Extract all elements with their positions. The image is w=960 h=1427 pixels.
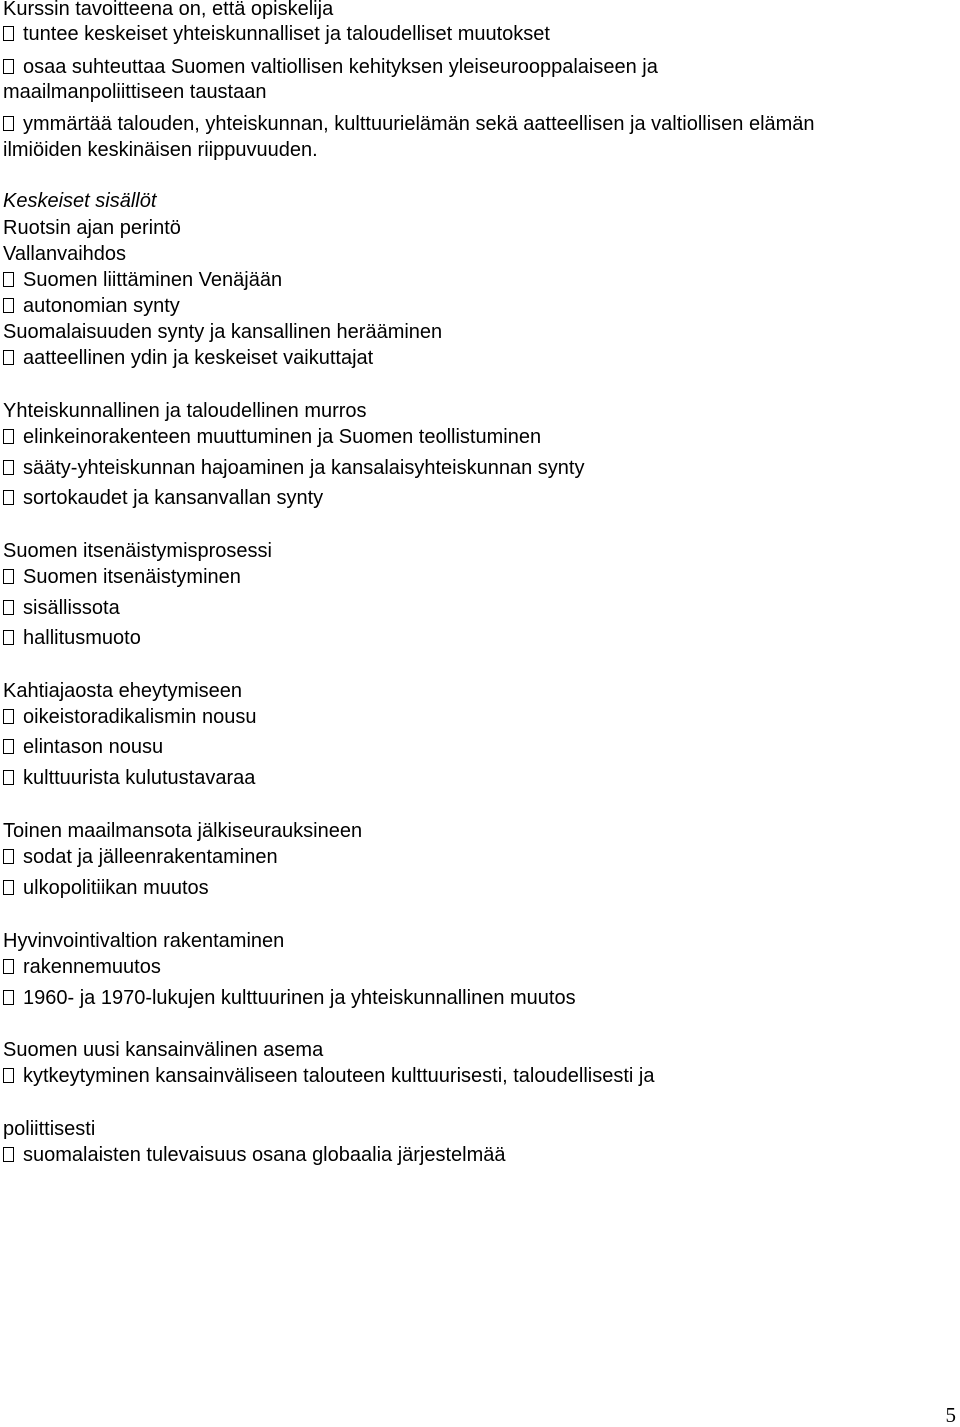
goal-item-text: osaa suhteuttaa Suomen valtiollisen kehityksen yleiseurooppalaiseen ja: [23, 56, 658, 78]
list-item: [3, 766, 255, 790]
bullet-box-icon: [3, 1147, 14, 1162]
bullet-box-icon: [3, 460, 14, 475]
list-item-text: suomalaisten tulevaisuus osana globaalia järjestelmää: [23, 1144, 506, 1166]
section-title: Ruotsin ajan perintö: [3, 217, 181, 239]
bullet-box-icon: [3, 298, 14, 313]
section-title: Toinen maailmansota jälkiseurauksineen: [3, 820, 363, 842]
section-title: Suomalaisuuden synty ja kansallinen herääminen: [3, 321, 443, 343]
list-item-text: ulkopolitiikan muutos: [23, 877, 209, 899]
list-item: [3, 294, 180, 318]
list-item-text: elintason nousu: [23, 736, 164, 758]
bullet-box-icon: [3, 59, 14, 74]
bullet-box-icon: [3, 490, 14, 505]
bullet-box-icon: [3, 739, 14, 754]
list-item: [3, 346, 373, 370]
list-item: [3, 596, 120, 620]
bullet-box-icon: [3, 600, 14, 615]
list-item-text: hallitusmuoto: [23, 627, 141, 649]
goal-item-continuation: maailmanpoliittiseen taustaan: [3, 81, 267, 103]
bullet-box-icon: [3, 350, 14, 365]
goal-item-text: tuntee keskeiset yhteiskunnalliset ja taloudelliset muutokset: [23, 23, 550, 45]
list-item-continuation: poliittisesti: [3, 1118, 96, 1140]
list-item: [3, 456, 584, 480]
list-item: [3, 735, 163, 759]
bullet-box-icon: [3, 429, 14, 444]
list-item-text: 1960- ja 1970-lukujen kulttuurinen ja yhteiskunnallinen muutos: [23, 987, 576, 1009]
list-item-text: autonomian synty: [23, 295, 180, 317]
list-item: [3, 876, 209, 900]
goal-item: [3, 22, 550, 46]
goal-item: [3, 112, 815, 136]
bullet-box-icon: [3, 569, 14, 584]
section-title: Suomen uusi kansainvälinen asema: [3, 1039, 324, 1061]
list-item: [3, 486, 323, 510]
bullet-box-icon: [3, 990, 14, 1005]
list-item: [3, 845, 278, 869]
list-item-text: oikeistoradikalismin nousu: [23, 706, 257, 728]
list-item: [3, 955, 161, 979]
section-title: Hyvinvointivaltion rakentaminen: [3, 930, 285, 952]
goals-intro: Kurssin tavoitteena on, että opiskelija: [3, 0, 334, 20]
list-item-text: sisällissota: [23, 597, 120, 619]
list-item: [3, 1143, 506, 1167]
list-item-text: elinkeinorakenteen muuttuminen ja Suomen teollistuminen: [23, 426, 542, 448]
list-item-text: kytkeytyminen kansainväliseen talouteen kulttuurisesti, taloudellisesti ja: [23, 1065, 655, 1087]
goal-item-text: ymmärtää talouden, yhteiskunnan, kulttuurielämän sekä aatteellisen ja valtiollisen elämän: [23, 113, 815, 135]
goal-item: [3, 55, 658, 79]
section-title: Vallanvaihdos: [3, 243, 127, 265]
bullet-box-icon: [3, 1068, 14, 1083]
bullet-box-icon: [3, 272, 14, 287]
list-item: [3, 425, 541, 449]
bullet-box-icon: [3, 709, 14, 724]
list-item: [3, 986, 576, 1010]
bullet-box-icon: [3, 880, 14, 895]
list-item: [3, 565, 241, 589]
bullet-box-icon: [3, 116, 14, 131]
section-title: Suomen itsenäistymisprosessi: [3, 540, 272, 562]
bullet-box-icon: [3, 770, 14, 785]
list-item: [3, 268, 282, 292]
list-item: [3, 626, 141, 650]
list-item-text: Suomen liittäminen Venäjään: [23, 269, 283, 291]
goal-item-continuation: ilmiöiden keskinäisen riippuvuuden.: [3, 139, 318, 161]
bullet-box-icon: [3, 959, 14, 974]
list-item-text: sääty-yhteiskunnan hajoaminen ja kansalaisyhteiskunnan synty: [23, 457, 585, 479]
list-item-text: aatteellinen ydin ja keskeiset vaikuttajat: [23, 347, 374, 369]
list-item-text: sortokaudet ja kansanvallan synty: [23, 487, 324, 509]
content-heading: Keskeiset sisällöt: [3, 190, 157, 212]
list-item: [3, 1064, 654, 1088]
list-item-text: kulttuurista kulutustavaraa: [23, 767, 256, 789]
bullet-box-icon: [3, 26, 14, 41]
list-item-text: sodat ja jälleenrakentaminen: [23, 846, 278, 868]
list-item-text: rakennemuutos: [23, 956, 161, 978]
bullet-box-icon: [3, 849, 14, 864]
list-item: [3, 705, 256, 729]
bullet-box-icon: [3, 630, 14, 645]
list-item-text: Suomen itsenäistyminen: [23, 566, 241, 588]
section-title: Kahtiajaosta eheytymiseen: [3, 680, 243, 702]
section-title: Yhteiskunnallinen ja taloudellinen murros: [3, 400, 367, 422]
page-number: 5: [945, 1403, 956, 1427]
